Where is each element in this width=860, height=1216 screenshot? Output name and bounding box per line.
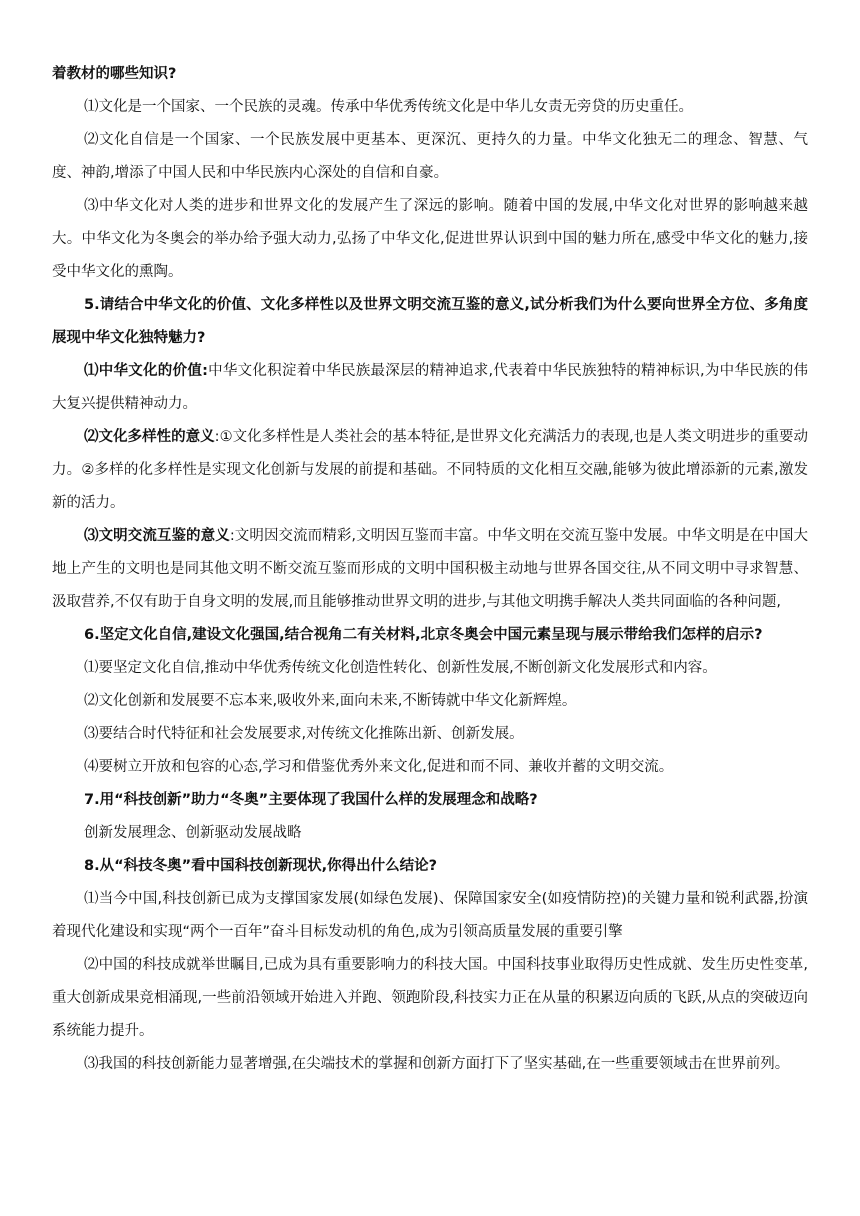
question-8: 8.从“科技冬奥”看中国科技创新现状,你得出什么结论?	[84, 858, 438, 874]
answer-item: ⑶中华文化对人类的进步和世界文化的发展产生了深远的影响。随着中国的发展,中华文化对世界的影响越来越大。中华文化为冬奥会的举办给予强大动力,弘扬了中华文化,促进世界认识到中国的魅力所在,感受中华文化的魅力,接受中华文化的熏陶。	[52, 198, 808, 280]
answer-item	[52, 421, 808, 520]
answer-item: ⑶要结合时代特征和社会发展要求,对传统文化推陈出新、创新发展。	[84, 726, 524, 742]
answer-item: 创新发展理念、创新驱动发展战略	[84, 825, 302, 841]
answer-item: ⑷要树立开放和包容的心态,学习和借鉴优秀外来文化,促进和而不同、兼收并蓄的文明交流。	[84, 759, 674, 775]
answer-item: ⑴文化是一个国家、一个民族的灵魂。传承中华优秀传统文化是中华儿女责无旁贷的历史重任。	[84, 99, 693, 115]
answer-item: ⑴当今中国,科技创新已成为支撑国家发展(如绿色发展)、保障国家安全(如疫情防控)的关键力量和锐利武器,扮演着现代化建设和实现“两个一百年”奋斗目标发动机的角色,成为引领高质量发展的重要引擎	[52, 891, 808, 940]
question-continuation: 着教材的哪些知识?	[52, 66, 177, 82]
question-6: 6.坚定文化自信,建设文化强国,结合视角二有关材料,北京冬奥会中国元素呈现与展示带给我们怎样的启示?	[84, 627, 763, 643]
answer-item: ⑶我国的科技创新能力显著增强,在尖端技术的掌握和创新方面打下了坚实基础,在一些重要领域击在世界前列。	[84, 1056, 790, 1072]
question-5: 5.请结合中华文化的价值、文化多样性以及世界文明交流互鉴的意义,试分析我们为什么要向世界全方位、多角度展现中华文化独特魅力?	[52, 297, 808, 346]
answer-item: ⑴要坚定文化自信,推动中华优秀传统文化创造性转化、创新性发展,不断创新文化发展形式和内容。	[84, 660, 717, 676]
answer-item: ⑵文化创新和发展要不忘本来,吸收外来,面向未来,不断铸就中华文化新辉煌。	[84, 693, 577, 709]
answer-label: ⑵文化多样性的意义	[84, 429, 215, 445]
answer-item	[52, 520, 808, 619]
answer-text: :文明因交流而精彩,文明因互鉴而丰富。中华文明在交流互鉴中发展。中华文明是在中国大地上产生的文明也是同其他文明不断交流互鉴而形成的文明中国积极主动地与世界各国交往,从不同文明中寻求智慧、汲取营养,不仅有助于自身文明的发展,而且能够推动世界文明的进步,与其他文明携手解决人类共同面临的各种问题,	[52, 528, 809, 610]
answer-item: ⑵文化自信是一个国家、一个民族发展中更基本、更深沉、更持久的力量。中华文化独无二的理念、智慧、气度、神韵,增添了中国人民和中华民族内心深处的自信和自豪。	[52, 132, 808, 181]
answer-label: ⑴中华文化的价值:	[84, 363, 208, 379]
answer-item	[52, 355, 808, 421]
question-7: 7.用“科技创新”助力“冬奥”主要体现了我国什么样的发展理念和战略?	[84, 792, 538, 808]
answer-label: ⑶文明交流互鉴的意义	[84, 528, 230, 544]
answer-text: 中华文化积淀着中华民族最深层的精神追求,代表着中华民族独特的精神标识,为中华民族的伟大复兴提供精神动力。	[52, 363, 808, 412]
answer-item: ⑵中国的科技成就举世瞩目,已成为具有重要影响力的科技大国。中国科技事业取得历史性成就、发生历史性变革,重大创新成果竞相涌现,一些前沿领域开始进入并跑、领跑阶段,科技实力正在从量的积累迈向质的飞跃,从点的突破迈向系统能力提升。	[52, 957, 808, 1039]
answer-text: :①文化多样性是人类社会的基本特征,是世界文化充满活力的表现,也是人类文明进步的重要动力。②多样的化多样性是实现文化创新与发展的前提和基础。不同特质的文化相互交融,能够为彼此增添新的元素,激发新的活力。	[52, 429, 809, 511]
